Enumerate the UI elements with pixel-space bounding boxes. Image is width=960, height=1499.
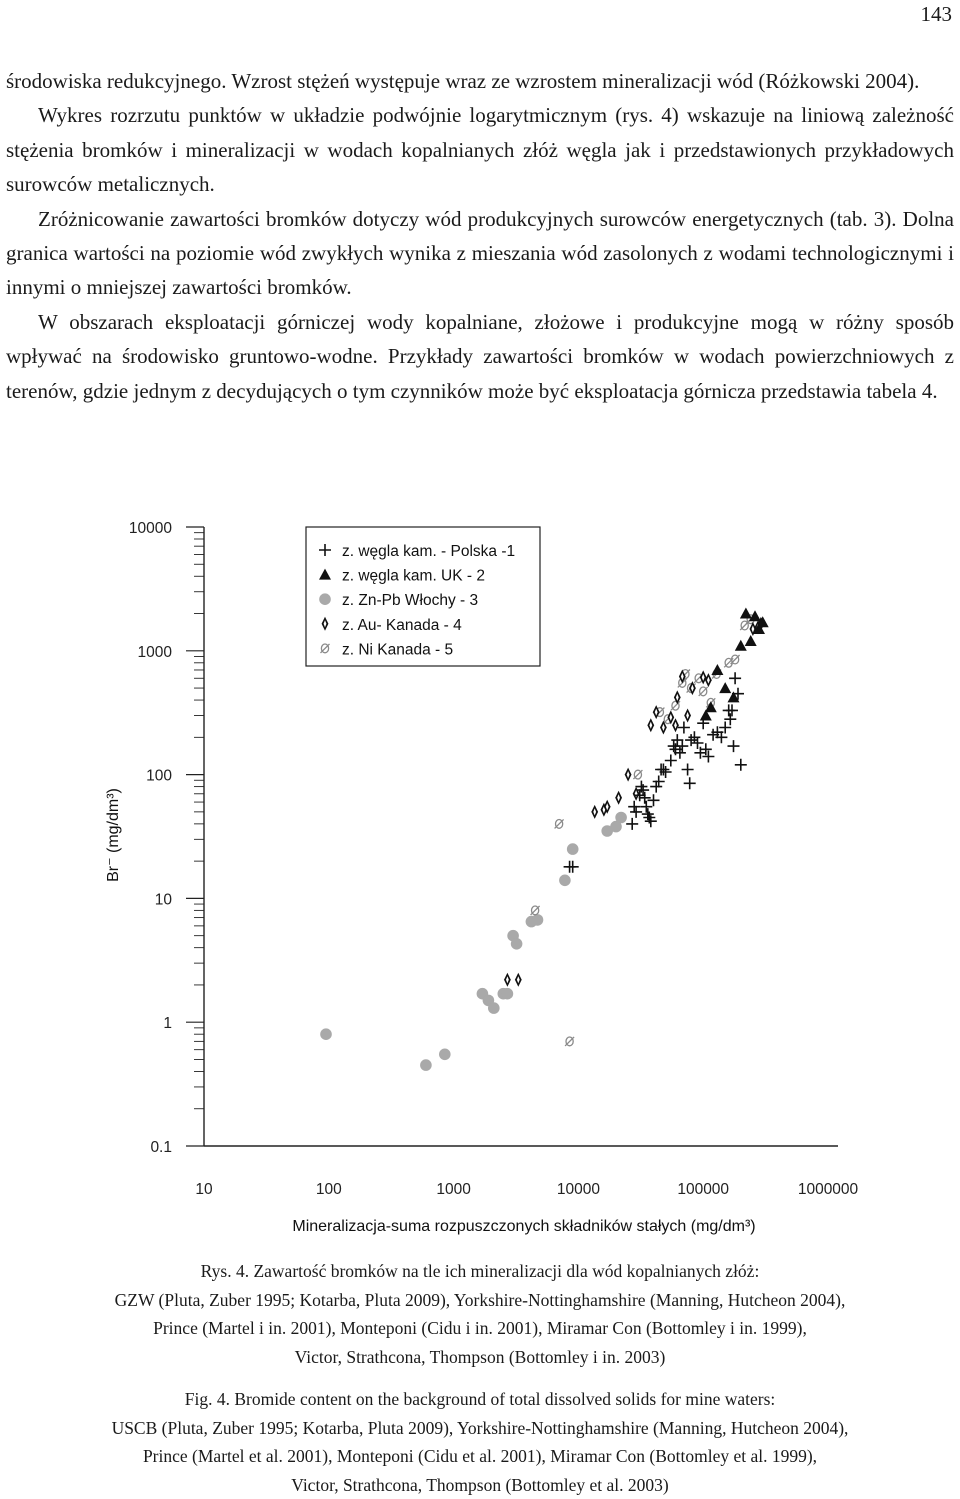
series-plus (564, 672, 747, 873)
legend-label: z. węgla kam. - Polska -1 (342, 543, 516, 560)
data-point-diamond (625, 768, 632, 782)
data-point-triangle (740, 608, 752, 619)
legend (306, 527, 540, 666)
data-point-slashed-circle (565, 1037, 574, 1046)
data-point-plus (735, 759, 747, 771)
legend-label: z. Zn-Pb Włochy - 3 (342, 592, 479, 610)
data-point-circle (502, 988, 514, 1000)
caption-pl-line: GZW (Pluta, Zuber 1995; Kotarba, Pluta 2009), Yorkshire-Nottinghamshire (Manning, Hutcheon 2004), (114, 1289, 846, 1310)
paragraph-3: Zróżnicowanie zawartości bromków dotyczy wód produkcyjnych surowców energetycznych (tab. 3). Dolna granica wartości na poziomie wód zwykłych wynika z mieszania wód zasolonych z wodami technologicznymi i innymi o mniejszej zawartości bromków. (6, 206, 954, 300)
data-point-diamond (515, 973, 522, 987)
y-tick-label: 10 (154, 891, 172, 909)
data-point-diamond (672, 718, 679, 732)
data-point-slashed-circle (555, 819, 564, 828)
data-point-triangle (711, 664, 723, 675)
data-point-plus (678, 722, 690, 734)
x-tick-label: 1000000 (797, 1181, 859, 1198)
legend-label: z. Ni Kanada - 5 (342, 641, 454, 659)
x-tick-label: 10000 (556, 1181, 600, 1198)
data-point-plus (628, 801, 640, 813)
data-point-circle (320, 1028, 332, 1040)
data-point-diamond (591, 805, 598, 819)
data-point-triangle (735, 640, 747, 651)
caption-en-line: Fig. 4. Bromide content on the background of total dissolved solids for mine waters: (184, 1389, 776, 1409)
scatter-chart (0, 505, 960, 1245)
series-circle (320, 812, 627, 1071)
data-point-diamond (647, 718, 654, 732)
data-point-triangle (745, 635, 757, 646)
data-point-diamond (615, 791, 622, 805)
caption-en-line: USCB (Pluta, Zuber 1995; Kotarba, Pluta 2009), Yorkshire-Nottinghamshire (Manning, Hutcheon 2004), (111, 1417, 849, 1438)
data-point-circle (488, 1002, 500, 1014)
x-tick-label: 1000 (436, 1181, 471, 1198)
data-point-plus (626, 818, 638, 830)
x-tick-label: 100 (315, 1181, 342, 1198)
data-point-plus (726, 704, 738, 716)
data-point-diamond (684, 709, 691, 723)
data-point-diamond (653, 705, 660, 719)
data-point-plus (728, 740, 740, 752)
legend-label: z. Au- Kanada - 4 (342, 616, 462, 634)
figure-caption-english (0, 1385, 960, 1499)
data-point-circle (615, 812, 627, 824)
data-point-circle (511, 938, 523, 950)
data-point-diamond (705, 673, 712, 687)
data-point-slashed-circle (699, 687, 708, 696)
data-point-plus (650, 781, 662, 793)
data-point-triangle (719, 682, 731, 693)
figure-caption-polish (0, 1257, 960, 1371)
paragraph-2: Wykres rozrzutu punktów w układzie podwójnie logarytmicznym (rys. 4) wskazuje na liniową zależność stężenia bromków i mineralizacji w wodach kopalnianych złóż węgla jak i przedstawionych przykładowych surowców metalicznych. (6, 103, 954, 197)
data-point-plus (567, 861, 579, 873)
data-point-triangle (749, 610, 761, 621)
data-point-circle (567, 843, 579, 855)
x-tick-label: 10 (195, 1181, 213, 1198)
y-axis-title: Br⁻ (mg/dm³) (105, 788, 122, 882)
data-point-plus (692, 737, 704, 749)
data-point-circle (559, 875, 571, 887)
y-tick-label: 0.1 (150, 1139, 172, 1156)
y-tick-label: 1000 (137, 643, 172, 661)
caption-pl-line: Rys. 4. Zawartość bromków na tle ich mineralizacji dla wód kopalnianych złóż: (200, 1261, 760, 1281)
data-point-plus (665, 755, 677, 767)
data-point-plus (682, 764, 694, 776)
data-point-slashed-circle (731, 655, 740, 664)
data-point-diamond (633, 787, 640, 801)
legend-label: z. węgla kam. UK - 2 (342, 567, 485, 585)
data-point-plus (630, 806, 642, 818)
body-text (6, 64, 954, 408)
caption-pl-line: Prince (Martel i in. 2001), Monteponi (Cidu i in. 2001), Miramar Con (Bottomley i in. 1999), (153, 1318, 807, 1338)
paragraph-4: W obszarach eksploatacji górniczej wody kopalniane, złożowe i produkcyjne mogą w różny sposób wpływać na środowisko gruntowo-wodne. Przykłady zawartości bromków w wodach powierzchniowych z terenów, gdzie jednym z decydujących o tym czynników może być eksploatacja górnicza przedstawia tabela 4. (6, 309, 954, 403)
data-point-plus (657, 764, 669, 776)
data-point-plus (688, 731, 700, 743)
data-point-plus (640, 801, 652, 813)
caption-en-line: Prince (Martel et al. 2001), Monteponi (Cidu et al. 2001), Miramar Con (Bottomley et al. 1999), (142, 1446, 818, 1466)
data-point-plus (653, 776, 665, 788)
data-point-diamond (689, 681, 696, 695)
data-point-circle (420, 1059, 432, 1071)
data-points (320, 608, 769, 1071)
data-point-slashed-circle (531, 906, 540, 915)
x-axis-title: Mineralizacja-suma rozpuszczonych składników stałych (mg/dm³) (292, 1218, 756, 1235)
data-point-diamond (504, 973, 511, 987)
page-number: 143 (920, 2, 952, 26)
data-point-circle (532, 914, 544, 926)
y-tick-label: 100 (146, 767, 172, 785)
caption-pl-line: Victor, Strathcona, Thompson (Bottomley i in. 2003) (294, 1346, 666, 1367)
data-point-slashed-circle (671, 701, 680, 710)
y-tick-label: 1 (163, 1015, 172, 1033)
data-point-plus (724, 713, 736, 725)
legend-marker-circle (319, 593, 331, 605)
data-point-slashed-circle (633, 770, 642, 779)
data-point-diamond (667, 710, 674, 724)
data-point-plus (684, 777, 696, 789)
data-point-plus (648, 794, 660, 806)
data-point-circle (439, 1049, 451, 1061)
x-tick-label: 100000 (677, 1181, 730, 1198)
y-tick-label: 10000 (128, 520, 172, 537)
series-slashed-circle (531, 615, 756, 1046)
paragraph-1: środowiska redukcyjnego. Wzrost stężeń występuje wraz ze wzrostem mineralizacji wód (Różkowski 2004). (6, 69, 920, 93)
data-point-plus (729, 672, 741, 684)
caption-en-line: Victor, Strathcona, Thompson (Bottomley et al. 2003) (291, 1474, 669, 1495)
data-point-plus (685, 734, 697, 746)
